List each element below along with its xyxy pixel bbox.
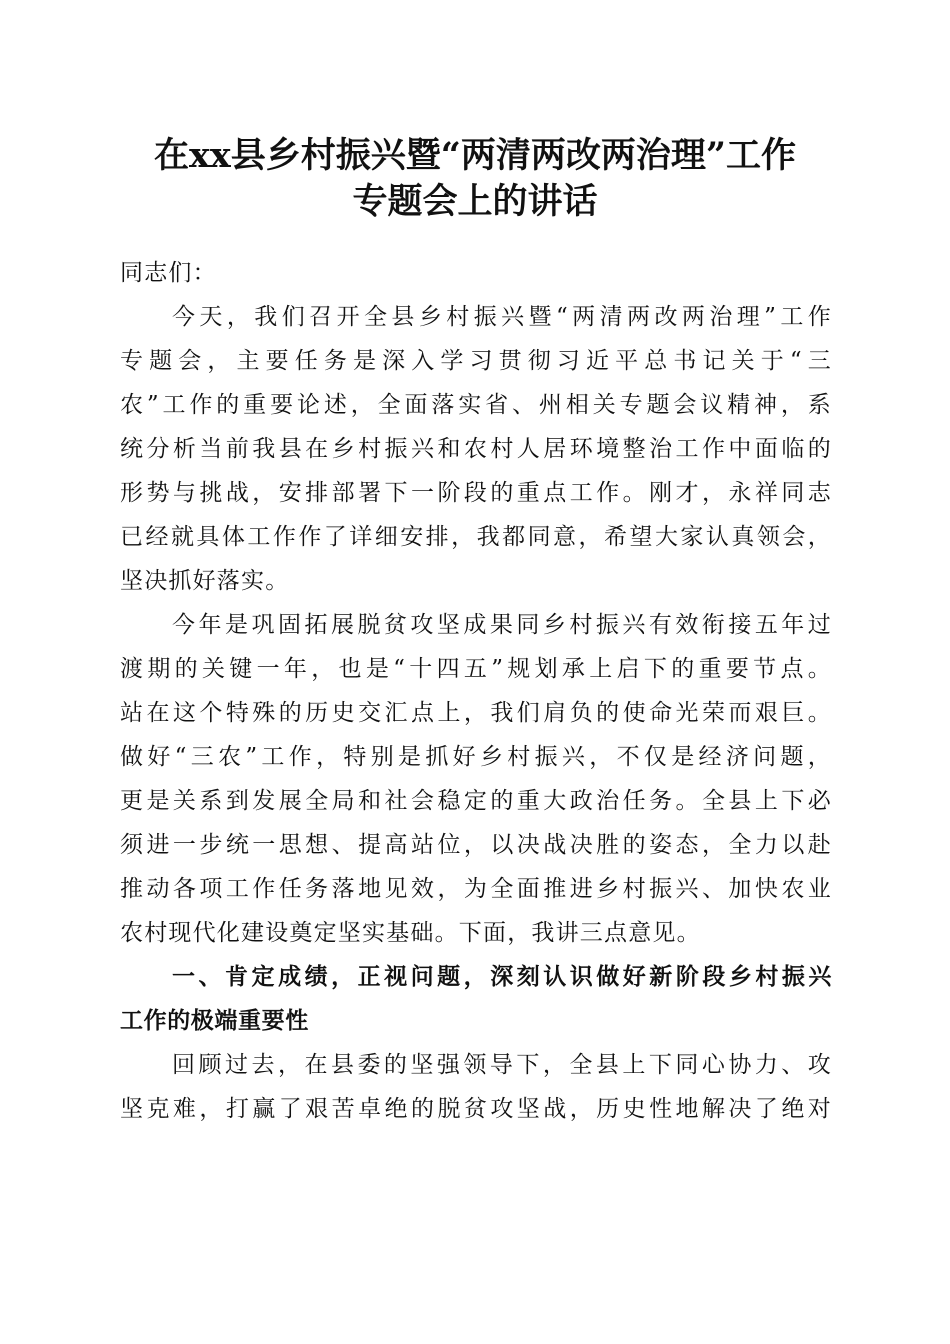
- paragraph-line: 坚决抓好落实。: [120, 568, 290, 594]
- paragraph-line: 今天，我们召开全县乡村振兴暨“两清两改两治理”工作: [172, 304, 832, 330]
- paragraph-line: 站在这个特殊的历史交汇点上，我们肩负的使命光荣而艰巨。: [120, 700, 832, 726]
- paragraph-line: 统分析当前我县在乡村振兴和农村人居环境整治工作中面临的: [120, 436, 832, 462]
- salutation: 同志们：: [120, 260, 217, 286]
- paragraph-line: 今年是巩固拓展脱贫攻坚成果同乡村振兴有效衔接五年过: [172, 612, 832, 638]
- paragraph-line: 农村现代化建设奠定坚实基础。下面，我讲三点意见。: [120, 920, 701, 946]
- paragraph-line: 推动各项工作任务落地见效，为全面推进乡村振兴、加快农业: [120, 876, 832, 902]
- paragraph-review: [120, 1043, 832, 1131]
- paragraph-line: 专题会，主要任务是深入学习贯彻习近平总书记关于“三: [120, 348, 832, 374]
- section-heading-1: [120, 955, 832, 1043]
- heading-line: 一、肯定成绩，正视问题，深刻认识做好新阶段乡村振兴: [172, 964, 832, 990]
- paragraph-line: 已经就具体工作作了详细安排，我都同意，希望大家认真领会，: [120, 524, 832, 550]
- paragraph-line: 更是关系到发展全局和社会稳定的重大政治任务。全县上下必: [120, 788, 832, 814]
- paragraph-line: 农”工作的重要论述，全面落实省、州相关专题会议精神，系: [120, 392, 832, 418]
- paragraph-line: 渡期的关键一年，也是“十四五”规划承上启下的重要节点。: [120, 656, 832, 682]
- title-line-1: 在xx县乡村振兴暨“两清两改两治理”工作: [154, 135, 796, 176]
- paragraph-line: 须进一步统一思想、提高站位，以决战决胜的姿态，全力以赴: [120, 832, 832, 858]
- paragraph-line: 坚克难，打赢了艰苦卓绝的脱贫攻坚战，历史性地解决了绝对: [120, 1096, 832, 1122]
- heading-line: 工作的极端重要性: [120, 1008, 309, 1034]
- document-title: [100, 133, 850, 225]
- paragraph-context: [120, 603, 832, 955]
- title-line-2: 专题会上的讲话: [352, 181, 598, 222]
- paragraph-line: 形势与挑战，安排部署下一阶段的重点工作。刚才，永祥同志: [120, 480, 832, 506]
- document-body: [120, 251, 832, 1131]
- paragraph-line: 回顾过去，在县委的坚强领导下，全县上下同心协力、攻: [172, 1052, 832, 1078]
- paragraph-line: 做好“三农”工作，特别是抓好乡村振兴，不仅是经济问题，: [120, 744, 832, 770]
- paragraph-opening: [120, 295, 832, 603]
